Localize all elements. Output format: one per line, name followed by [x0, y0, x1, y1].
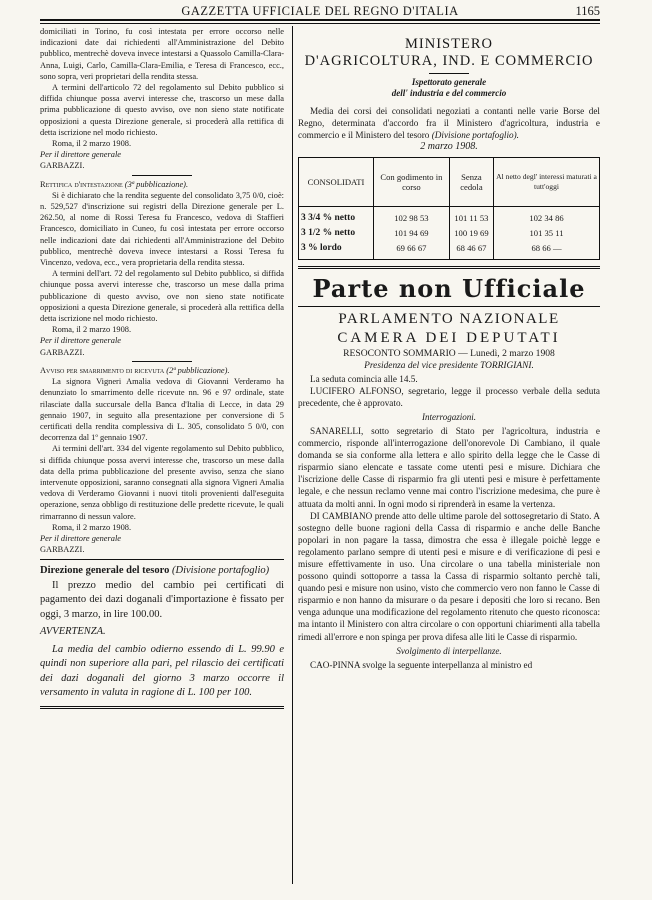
signature-role: Per il direttore generale	[40, 336, 122, 346]
right-column	[298, 26, 600, 671]
consolidati-table	[298, 157, 600, 260]
row-label: 3 1/2 % netto	[299, 226, 374, 241]
notice-text: domiciliati in Torino, fu così intestata per errore occorso nelle indicazioni date dai richiedenti all'Amministrazione del Debito pubblico, mentrechè doveva invece intestarsi a Quassolo Camilla-Clara-Anna, Luigi, Carlo, Camilla-Clara-Emilia, e Teresa di Francesco, ecc., sono sopra, veri proprietari della rendita stessa.	[40, 27, 284, 81]
ministry-subtitle-2: dell' industria e del commercio	[391, 88, 507, 98]
notice-text: Si è dichiarato che la rendita seguente del consolidato 3,75 0/0, cioè: n. 529,527 d'inscrizione sui registri della Direzione generale per L. 262.50, al nome di Rossi Teresa fu Francesco, vedova di Staffieri Francesco, domiciliato in Cuneo, fu così intestata per errore occorso nelle indicazioni date dai richiedenti all'Amministrazione del Debito pubblico, mentrechè doveva invece intestarsi a Rossi Teresa fu Vincenzo, vedova, ecc., vera proprietaria della rendita stessa.	[40, 190, 284, 268]
section-rule	[298, 266, 600, 269]
notice-quassolo	[40, 26, 284, 172]
cell-with: 69 66 67	[374, 241, 450, 260]
table-row	[299, 207, 600, 227]
ministry-title: MINISTERO	[405, 36, 493, 52]
camera-heading: CAMERA DEI DEPUTATI	[337, 330, 561, 347]
notice-heading-note: (Divisione portafoglio)	[172, 565, 270, 577]
signature-role: Per il direttore generale	[40, 533, 122, 543]
signature-name: GARBAZZI.	[40, 347, 85, 357]
cell-without: 101 11 53	[449, 207, 493, 227]
separator	[298, 306, 600, 307]
ministry-title-2: D'AGRICOLTURA, IND. E COMMERCIO	[304, 53, 594, 69]
column-header: Senza cedola	[449, 158, 493, 207]
paragraph: CAO-PINNA svolge la seguente interpellanza al ministro ed	[310, 659, 533, 670]
left-column	[40, 26, 284, 714]
separator	[40, 559, 284, 560]
notice-text: La signora Vigneri Amalia vedova di Giovanni Verderamo ha denunziato lo smarrimento delle ricevute nn. 96 e 97 ordinale, state rilasciate dalla succursale della Banca d'Italia di Lecce, in data 29 gennaio 1907, in seguito alla presentazione per conversione di 5 certificati della rendita complessiva di L. 305, consolidato 5 0/0, con decorrenza dal 1º gennaio 1907.	[40, 377, 284, 443]
table-row	[299, 241, 600, 260]
paragraph: La seduta comincia alle 14.5.	[310, 373, 418, 384]
separator	[132, 361, 192, 362]
resoconto-line: RESOCONTO SOMMARIO — Lunedì, 2 marzo 1908	[343, 348, 555, 360]
cell-net: 68 66 —	[494, 241, 600, 260]
column-divider	[292, 26, 293, 884]
table-date: 2 marzo 1908.	[420, 141, 478, 153]
column-header: CONSOLIDATI	[299, 158, 374, 207]
notice-tesoro	[40, 564, 284, 701]
notice-vigneri	[40, 365, 284, 555]
signature-role: Per il direttore generale	[40, 150, 122, 160]
page-number: 1165	[575, 4, 600, 18]
closing-rule	[40, 706, 284, 709]
table-row	[299, 226, 600, 241]
notice-warning: A termini dell'art. 72 del regolamento sul Debito pubblico, si diffida chiunque possa avervi interesse che, trascorso un mese dalla prima pubblicazione di questo avviso, ove non sieno state notificate opposizioni a questa Direzione generale, si procederà alla rettifica della detta iscrizione nel modo richiesto.	[40, 269, 284, 324]
notice-heading: Direzione generale del tesoro	[40, 565, 170, 577]
subheading-interrogazioni: Interrogazioni.	[422, 411, 476, 422]
notice-text: Il prezzo medio del cambio pei certificati di pagamento dei dazi doganali d'importazione è fissato per oggi, 3 marzo, in lire 100.00.	[40, 579, 284, 620]
notice-place-date: Roma, il 2 marzo 1908.	[52, 522, 132, 532]
cell-without: 68 46 67	[449, 241, 493, 260]
newspaper-title: GAZZETTA UFFICIALE DEL REGNO D'ITALIA	[181, 4, 459, 18]
signature-name: GARBAZZI.	[40, 545, 85, 555]
intro-italic: (Divisione portafoglio).	[431, 130, 519, 141]
paragraph: SANARELLI, sotto segretario di Stato per l'agricoltura, industria e commercio, risponde all'interrogazione dell'onorevole Di Cambiano, il quale domanda se sia conforme alla lettera e allo spirito della legge che le Casse di risparmio siano elencate e tassate come utenti pesi e misure. Dichiara che l'iscrizione delle Casse di risparmio fra gli utenti pesi e misure è perfettamente legale, e che nessun reclamo venne mai contro l'iscrizione medesima, che pure è attuata da molti anni. In ogni modo si riprenderà in esame la vertenza.	[298, 425, 600, 509]
notice-place-date: Roma, il 2 marzo 1908.	[52, 139, 132, 149]
page-header	[40, 4, 600, 18]
ministry-section	[298, 36, 600, 260]
notice-warning: Ai termini dell'art. 334 del vigente regolamento sul Debito pubblico, si diffida chiunque possa avervi interesse che, trascorso un mese dalla data della prima pubblicazione del presente avviso, senza che siano intervenute opposizioni, saranno consegnati alla signora Vigneri Amalia vedova di Verderamo Giovanni i nuovi titoli provenienti dall'eseguita operazione, senza obbligo di restituzione delle predette ricevute, le quali rimarranno di nessun valore.	[40, 444, 284, 521]
notice-heading: Rettifica d'intestazione	[40, 179, 123, 189]
subheading-interpellanze: Svolgimento di interpellanze.	[396, 645, 502, 656]
ministry-subtitle: Ispettorato generale	[411, 77, 487, 87]
avvertenza-text: La media del cambio odierno essendo di L. 99.90 e quindi non superiore alla pari, pel rilascio dei certificati dei dazi doganali del giorno 3 marzo occorre il versamento in valuta in ragione di L. 100 per 100.	[40, 643, 284, 699]
presidenza-line: Presidenza del vice presidente TORRIGIANI.	[364, 361, 534, 372]
cell-with: 102 98 53	[374, 207, 450, 227]
table-header-row	[299, 158, 600, 207]
parlamento-heading: PARLAMENTO NAZIONALE	[338, 311, 560, 328]
notice-warning: A termini dell'articolo 72 del regolamento sul Debito pubblico si diffida chiunque possa avervi interesse che, trascorso un mese dalla prima pubblicazione di questo avviso, ove non sieno state notificate opposizioni a questa Direzione generale, si procederà alla rettifica di detta iscrizione nel modo richiesto.	[40, 83, 284, 137]
separator	[429, 73, 469, 74]
header-rule	[40, 19, 600, 21]
notice-rossi	[40, 179, 284, 358]
parte-non-ufficiale	[298, 274, 600, 670]
paragraph: LUCIFERO ALFONSO, segretario, legge il processo verbale della seduta precedente, che è approvato.	[298, 385, 600, 408]
notice-heading-note: (3ª pubblicazione).	[124, 179, 189, 189]
row-label: 3 % lordo	[299, 241, 374, 260]
header-rule-thin	[40, 23, 600, 24]
cell-without: 100 19 69	[449, 226, 493, 241]
notice-heading: Avviso per smarrimento di ricevuta	[40, 365, 165, 375]
cell-net: 102 34 86	[494, 207, 600, 227]
notice-place-date: Roma, il 2 marzo 1908.	[52, 325, 132, 335]
avvertenza-title: AVVERTENZA.	[40, 626, 106, 638]
section-title: Parte non Ufficiale	[312, 274, 586, 304]
signature-name: GARBAZZI.	[40, 161, 85, 171]
separator	[132, 175, 192, 176]
notice-heading-note: (2ª pubblicazione).	[166, 365, 230, 375]
row-label: 3 3/4 % netto	[299, 207, 374, 227]
column-header: Con godimento in corso	[374, 158, 450, 207]
column-header: Al netto degl' interessi maturati a tutt'oggi	[494, 158, 600, 207]
cell-with: 101 94 69	[374, 226, 450, 241]
intro-text: Media dei corsi dei consolidati negoziati a contanti nelle varie Borse del Regno, determinata d'accordo fra il Ministero d'agricoltura, industria e commercio e il Ministero del tesoro	[298, 106, 600, 141]
paragraph: DI CAMBIANO prende atto delle ultime parole del sottosegretario di Stato. A sostegno delle buone ragioni della Cassa di risparmio e anche delle Banche popolari in non pagare la tassa, dimostra che essa è illegale poichè legge e regolamento parlano sempre di utenti pesi e misure e di verificazione di pesi e misure effettivamente in uso. Una circolare o una tabella ministeriale non possono quindi sottoporre a tassa la Cassa di risparmio soltanto perchè tali, quando pesi e misure non usino, visto che commercio vero non fanno le Casse di risparmio e non hanno da misurare o da pesare i depositi che loro si recano. Ben venga adunque una modificazione del regolamento ritenuto che questo riconosca: ma intanto il Ministero con altra circolare o con opportuni chiarimenti alla tabella rimedi all'errore e non spinga per prova difesa alle liti le Casse di risparmio.	[298, 510, 600, 642]
cell-net: 101 35 11	[494, 226, 600, 241]
